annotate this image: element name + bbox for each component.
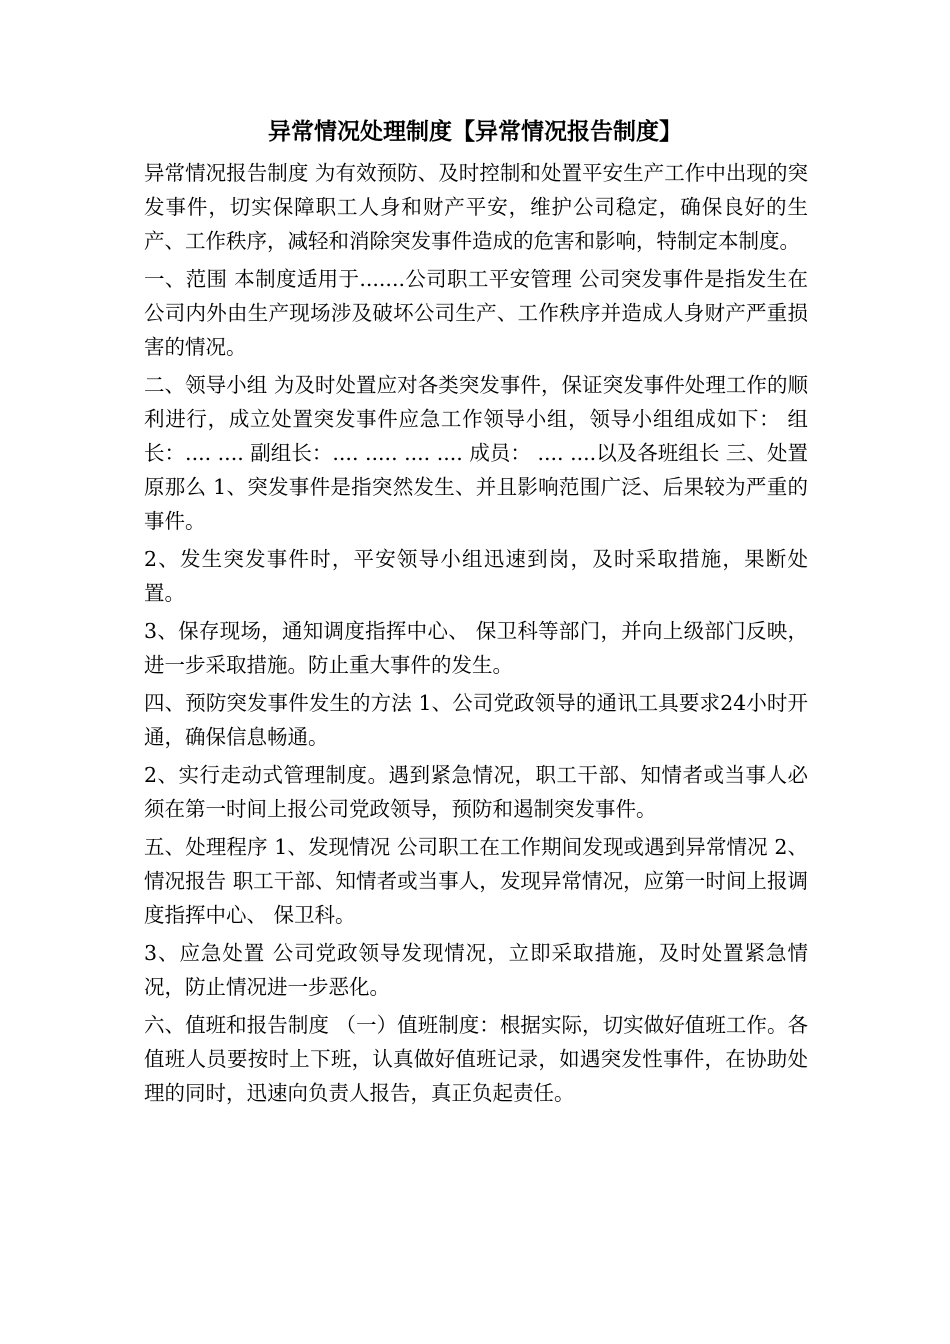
paragraph-item: 3、应急处置 公司党政领导发现情况，立即采取措施，及时处置紧急情况，防止情况进一步恶化。 bbox=[144, 941, 808, 999]
paragraph-scope: 一、范围 本制度适用于.......公司职工平安管理 公司突发事件是指发生在公司内外由生产现场涉及破坏公司生产、工作秩序并造成人身财产严重损害的情况。 bbox=[144, 267, 808, 359]
paragraph-prevention: 四、预防突发事件发生的方法 1、公司党政领导的通讯工具要求24小时开通，确保信息畅通。 bbox=[144, 691, 808, 749]
paragraph-leadership: 二、领导小组 为及时处置应对各类突发事件，保证突发事件处理工作的顺利进行，成立处置突发事件应急工作领导小组，领导小组组成如下： 组 长：.... .... 副组长：.... ..... .... .... 成员： .... ....以及各班组长 三、处置原那么 1、突发事件是指突然发生、并且影响范围广泛、后果较为严重的事件。 bbox=[144, 373, 808, 533]
paragraph-procedure: 五、处理程序 1、发现情况 公司职工在工作期间发现或遇到异常情况 2、情况报告 职工干部、知情者或当事人，发现异常情况，应第一时间上报调度指挥中心、 保卫科。 bbox=[144, 835, 808, 927]
paragraph-item: 2、实行走动式管理制度。遇到紧急情况，职工干部、知情者或当事人必须在第一时间上报公司党政领导，预防和遏制突发事件。 bbox=[144, 763, 808, 821]
paragraph-item: 3、保存现场，通知调度指挥中心、 保卫科等部门，并向上级部门反映，进一步采取措施。防止重大事件的发生。 bbox=[144, 619, 808, 677]
paragraph-intro: 异常情况报告制度 为有效预防、及时控制和处置平安生产工作中出现的突发事件，切实保障职工人身和财产平安，维护公司稳定，确保良好的生产、工作秩序，减轻和消除突发事件造成的危害和影响，特制定本制度。 bbox=[144, 161, 808, 253]
paragraph-duty: 六、值班和报告制度 （一）值班制度：根据实际，切实做好值班工作。各值班人员要按时上下班，认真做好值班记录，如遇突发性事件，在协助处理的同时，迅速向负责人报告，真正负起责任。 bbox=[144, 1013, 808, 1105]
document-title: 异常情况处理制度【异常情况报告制度】 bbox=[268, 118, 682, 145]
document-body bbox=[144, 156, 808, 1114]
paragraph-item: 2、发生突发事件时，平安领导小组迅速到岗，及时采取措施，果断处置。 bbox=[144, 547, 808, 605]
